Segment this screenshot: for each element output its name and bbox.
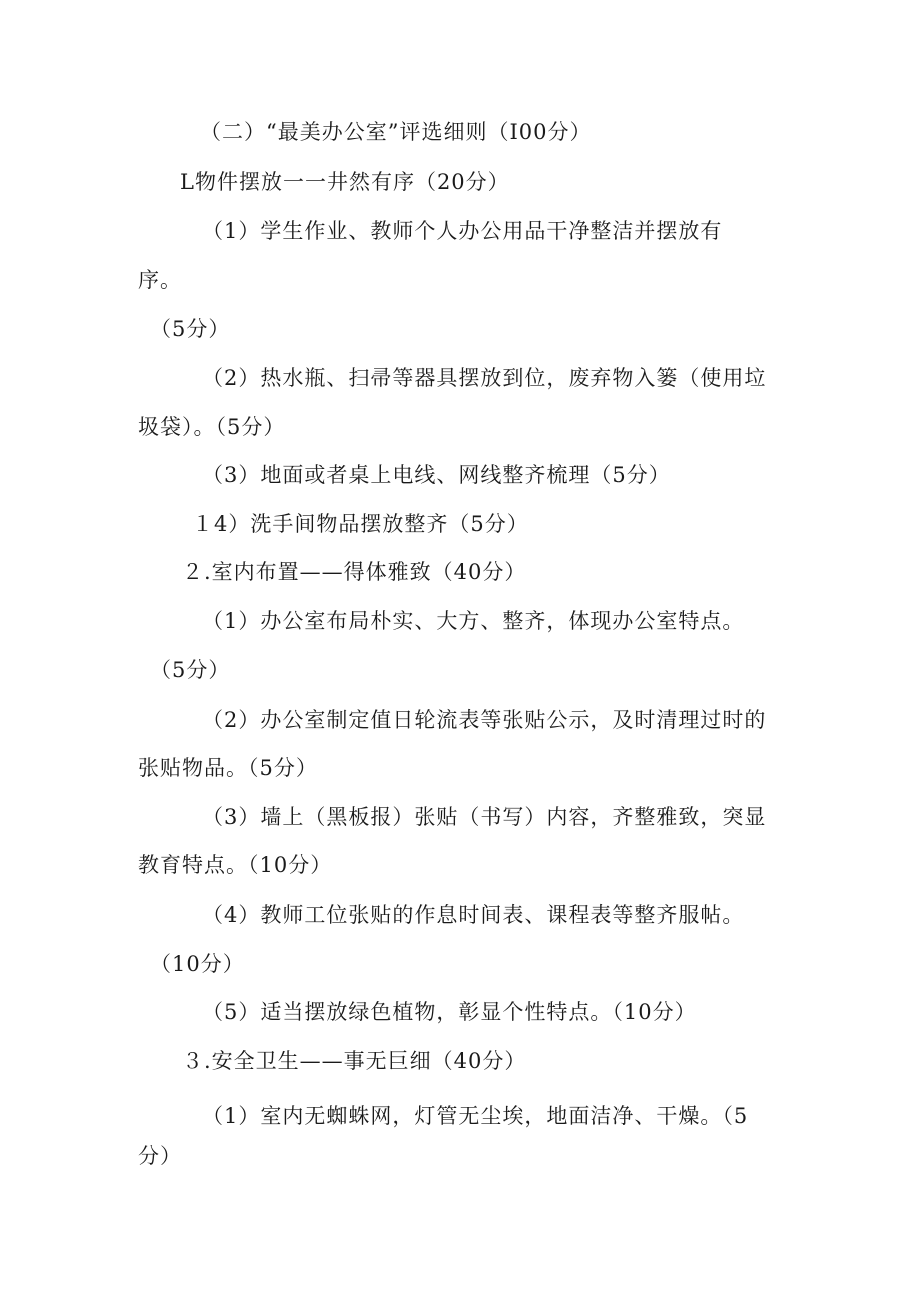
item-2-heading: ２.室内布置——得体雅致（40分） [182, 560, 527, 584]
item-2-1-score: （5分） [150, 658, 231, 682]
item-2-4-score: （10分） [150, 952, 245, 976]
item-1-3-text: （3）地面或者桌上电线、网线整齐梳理（5分） [202, 463, 671, 487]
item-1-1-continuation: 序。 [138, 268, 182, 292]
item-1-2-text: （2）热水瓶、扫帚等器具摆放到位，废弃物入篓（使用垃 [202, 366, 767, 390]
item-2-5-text: （5）适当摆放绿色植物，彰显个性特点。（10分） [202, 1000, 697, 1024]
item-2-2-text: （2）办公室制定值日轮流表等张贴公示，及时清理过时的 [202, 708, 767, 732]
item-2-3-continuation: 教育特点。（10分） [138, 853, 333, 877]
item-3-heading: ３.安全卫生——事无巨细（40分） [182, 1049, 527, 1073]
item-3-1-continuation: 分） [138, 1144, 182, 1168]
item-2-4-text: （4）教师工位张贴的作息时间表、课程表等整齐服帖。 [202, 903, 745, 927]
item-1-2-continuation: 圾袋）。（5分） [138, 415, 286, 439]
item-1-1-text: （1）学生作业、教师个人办公用品干净整洁并摆放有 [202, 219, 723, 243]
item-1-4-text: １4）洗手间物品摆放整齐（5分） [192, 512, 529, 536]
section-heading: （二）“最美办公室”评选细则（I00分） [200, 120, 592, 144]
item-2-2-continuation: 张贴物品。（5分） [138, 756, 318, 780]
item-2-1-text: （1）办公室布局朴实、大方、整齐，体现办公室特点。 [202, 609, 745, 633]
item-2-3-text: （3）墙上（黑板报）张贴（书写）内容，齐整雅致，突显 [202, 805, 767, 829]
item-1-1-score: （5分） [150, 317, 231, 341]
item-3-1-text: （1）室内无蜘蛛网，灯管无尘埃，地面洁净、干燥。（5 [202, 1104, 749, 1128]
item-1-heading: L物件摆放一一井然有序（20分） [180, 170, 510, 194]
